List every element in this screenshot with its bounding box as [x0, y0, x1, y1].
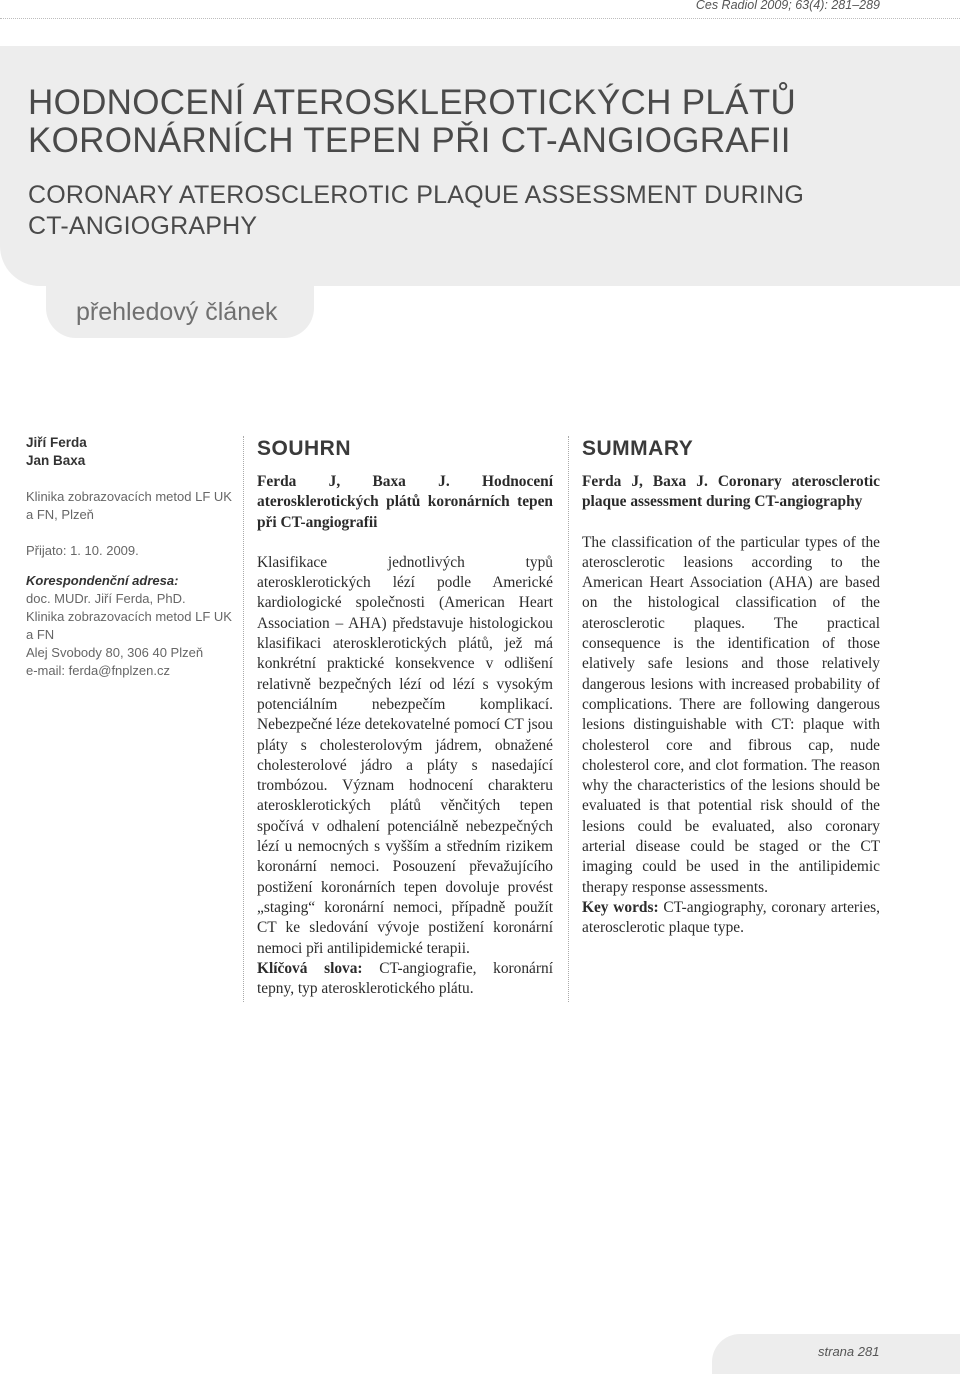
- affiliation: Klinika zobrazovacích metod LF UK: [26, 489, 232, 504]
- affiliation: a FN, Plzeň: [26, 507, 94, 522]
- abstract-czech-citation: Ferda J, Baxa J. Hodnocení aterosklerotických plátů koronárních tepen při CT-angiografii: [257, 473, 553, 531]
- abstract-czech: [257, 436, 553, 999]
- title-block: [28, 84, 928, 242]
- correspondence-label: Korespondenční adresa:: [26, 573, 179, 588]
- correspondence-line: Klinika zobrazovacích metod LF UK: [26, 609, 232, 624]
- article-type-tab: [46, 272, 314, 338]
- abstract-english-heading: SUMMARY: [582, 437, 694, 460]
- title-czech: [28, 84, 928, 160]
- keywords-label: Klíčová slova:: [257, 959, 363, 977]
- header-divider: [0, 18, 960, 19]
- abstract-czech-keywords: [257, 959, 553, 1000]
- journal-citation: Ces Radiol 2009; 63(4): 281–289: [695, 0, 880, 12]
- abstract-czech-heading: SOUHRN: [257, 437, 352, 460]
- abstract-czech-body: Klasifikace jednotlivých typů aterosklerotických lézí podle Americké kardiologické společnosti (American Heart Association – AHA) představuje histologickou klasifikaci aterosklerotických plátů, jež má konkrétní praktické konsekvence v odlišení relativně bezpečných lézí od lézí s vysokým potenciálním nebezpečím komplikací. Nebezpečné léze detekovatelné pomocí CT jsou pláty s cholesterolovým jádrem, obnažené cholesterolové jádro a pláty s nasedající trombózou. Význam hodnocení charakteru aterosklerotických plátů věnčitých tepen spočívá v odhalení potenciálně nebezpečných lézí u nemocných s vyšším a středním rizikem koronární nemoci. Posouzení převažujícího postižení koronárních tepen dovoluje provést „staging“ koronární nemoci, případně použít CT ke sledování vývoje postižení koronární nemoci při antilipidemické terapii.: [257, 553, 553, 957]
- title-english: [28, 180, 928, 242]
- author-name: Jiří Ferda: [26, 435, 87, 450]
- received-date: Přijato: 1. 10. 2009.: [26, 543, 139, 558]
- correspondence-line: a FN: [26, 627, 55, 642]
- abstract-english-citation: Ferda J, Baxa J. Coronary aterosclerotic plaque assessment during CT-angiography: [582, 473, 880, 511]
- keywords-text: CT-angiography, coronary arteries, aterosclerotic plaque type.: [582, 898, 880, 937]
- correspondence-line: doc. MUDr. Jiří Ferda, PhD.: [26, 591, 186, 606]
- column-divider: [243, 436, 244, 1002]
- article-type-label: přehledový článek: [76, 298, 278, 326]
- title-czech-line2: KORONÁRNÍCH TEPEN PŘI CT-ANGIOGRAFII: [28, 121, 791, 160]
- author-info: [26, 434, 236, 680]
- abstract-english-body: The classification of the particular types of the aterosclerotic leasions according to the American Heart Association (AHA) are based on the histological classification of the aterosclerotic plaques. The practical consequence is the identification of those elatively safe lesions and those relatively dangerous lesions with increased probability of complications. There are following dangerous lesions distinguishable with CT: plaque with cholesterol core and fibrous cap, nude cholesterol core, and clot formation. The reason why the characteristics of the lesions should be evaluated is that potential risk should of the lesions could be evaluated, also coronary arterial disease could be staged or the CT imaging could be used in the antilipidemic therapy response assessments.: [582, 533, 880, 896]
- author-name: Jan Baxa: [26, 453, 86, 468]
- correspondence-line: Alej Svobody 80, 306 40 Plzeň: [26, 645, 204, 660]
- keywords-label: Key words:: [582, 898, 659, 916]
- page-number: strana 281: [818, 1344, 880, 1359]
- title-english-line1: CORONARY ATEROSCLEROTIC PLAQUE ASSESSMENT DURING: [28, 181, 804, 209]
- abstract-english-keywords: [582, 898, 880, 939]
- column-divider: [568, 436, 569, 1002]
- correspondence-email: e-mail: ferda@fnplzen.cz: [26, 663, 170, 678]
- abstract-english: [582, 436, 880, 939]
- title-czech-line1: HODNOCENÍ ATEROSKLEROTICKÝCH PLÁTŮ: [28, 83, 797, 122]
- title-english-line2: CT-ANGIOGRAPHY: [28, 212, 258, 240]
- keywords-text: CT-angiografie, koronární tepny, typ aterosklerotického plátu.: [257, 959, 553, 998]
